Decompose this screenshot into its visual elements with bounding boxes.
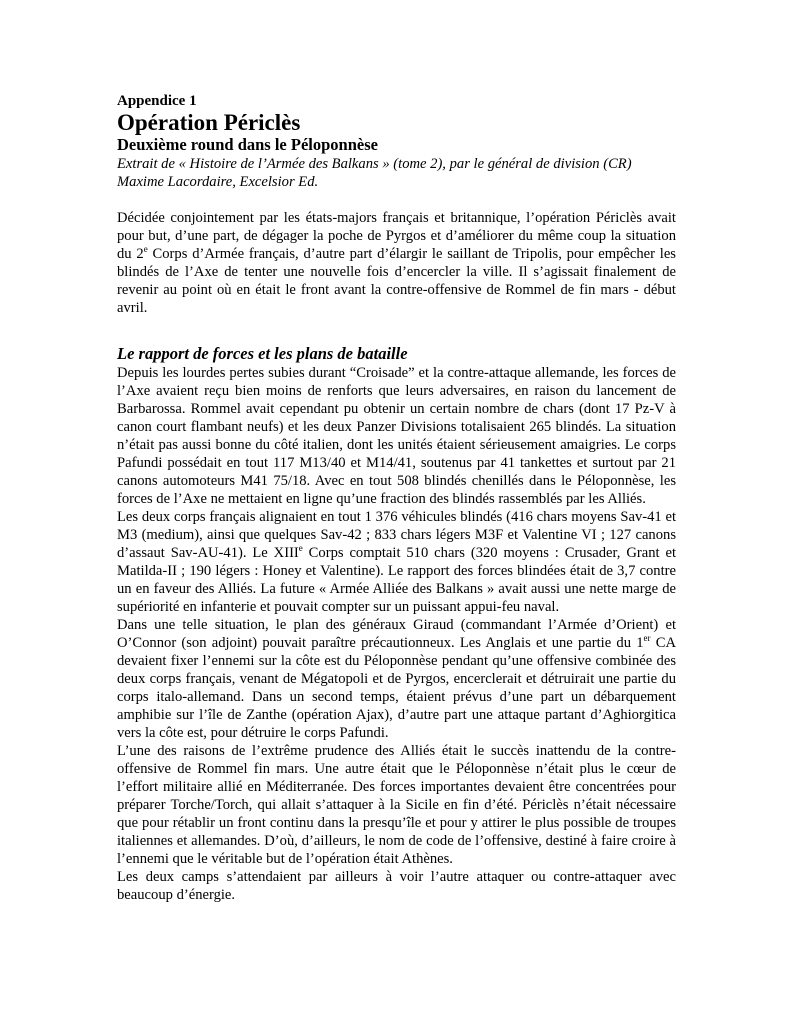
paragraph-prudence: L’une des raisons de l’extrême prudence des Alliés était le succès inattendu de la contre-offensive de Rommel fin mars. Une autre était que le Péloponnèse n’était plus le cœur de l’effort militaire allié en Méditerranée. Des forces importantes devaient être concentrées pour préparer Torche/Torch, qui allait s’attaquer à la Sicile en fin d’été. Périclès n’était nécessaire que pour rétablir un front continu dans la presqu’île et pour y attirer le plus possible de troupes italiennes et allemandes. D’où, d’ailleurs, le nom de code de l’offensive, destiné à faire croire à l’ennemi que le véritable but de l’opération était Athènes. <box>117 743 676 867</box>
intro-superscript: e <box>143 244 148 255</box>
appendix-label: Appendice 1 <box>117 93 197 109</box>
paragraph-forces-axis: Depuis les lourdes pertes subies durant “Croisade” et la contre-attaque allemande, les forces de l’Axe avaient reçu bien moins de renforts que leurs adversaires, en raison du lancement de Barbarossa. Rommel avait cependant pu obtenir un certain nombre de chars (dont 17 Pz-V à canon court flambant neufs) et les deux Panzer Divisions totalisaient 265 blindés. La situation n’était pas aussi bonne du côté italien, dont les unités étaient sérieusement amaigries. Le corps Pafundi possédait en tout 117 M13/40 et M14/41, soutenus par 41 tankettes et surtout par 21 canons automoteurs M41 75/18. Avec en tout 508 blindés chenillés dans le Péloponnèse, les forces de l’Axe ne mettaient en ligne qu’une fraction des blindés rassemblés par les Alliés. <box>117 365 676 507</box>
page-subtitle: Deuxième round dans le Péloponnèse <box>117 135 378 154</box>
intro-paragraph <box>117 209 676 317</box>
paragraph-3-part1: Dans une telle situation, le plan des généraux Giraud (commandant l’Armée d’Orient) et O’Connor (son adjoint) pouvait paraître précautionneux. Les Anglais et une partie du 1 <box>117 617 676 651</box>
paragraph-3-superscript: er <box>643 633 651 644</box>
page-title: Opération Périclès <box>117 110 301 135</box>
intro-text-part2: Corps d’Armée français, d’autre part d’élargir le saillant de Tripolis, pour empêcher les blindés de l’Axe de tenter une nouvelle fois d’encercler la ville. Il s’agissait finalement de revenir au point où en était le front avant la contre-offensive de Rommel de fin mars - début avril. <box>117 246 676 316</box>
paragraph-battle-plan <box>117 616 676 742</box>
intro-text-part1: Décidée conjointement par les états-majors français et britannique, l’opération Périclès avait pour but, d’une part, de dégager la poche de Pyrgos et d’améliorer du même coup la situation du 2 <box>117 210 676 262</box>
source-extract: Extrait de « Histoire de l’Armée des Balkans » (tome 2), par le général de division (CR) Maxime Lacordaire, Excelsior Ed. <box>117 156 632 190</box>
paragraph-2-part2: Corps comptait 510 chars (320 moyens : Crusader, Grant et Matilda-II ; 190 légers : Honey et Valentine). Le rapport des forces blindées était de 3,7 contre un en faveur des Alliés. La future « Armée Alliée des Balkans » avait aussi une nette marge de supériorité en infanterie et pouvait compter sur un puissant appui-feu naval. <box>117 545 676 615</box>
paragraph-2-part1: Les deux corps français alignaient en tout 1 376 véhicules blindés (416 chars moyens Sav-41 et M3 (medium), ainsi que quelques Sav-42 ; 833 chars légers M3F et Valentine VI ; 127 canons d’assaut Sav-AU-41). Le XIII <box>117 509 676 561</box>
paragraph-expectations: Les deux camps s’attendaient par ailleurs à voir l’autre attaquer ou contre-attaquer avec beaucoup d’énergie. <box>117 869 676 903</box>
paragraph-forces-allied <box>117 508 676 616</box>
section-heading: Le rapport de forces et les plans de bataille <box>117 344 408 363</box>
paragraph-3-part2: CA devaient fixer l’ennemi sur la côte est du Péloponnèse pendant qu’une offensive combinée des deux corps français, venant de Mégatopoli et de Pyrgos, encerclerait et détruirait une partie du corps italo-allemand. Dans un second temps, étaient prévus d’une part un débarquement amphibie sur l’île de Zanthe (opération Ajax), d’autre part une attaque partant d’Aghiorgitica vers la côte est, pour détruire le corps Pafundi. <box>117 635 676 741</box>
document-page <box>117 92 676 904</box>
paragraph-2-superscript: e <box>298 543 303 554</box>
